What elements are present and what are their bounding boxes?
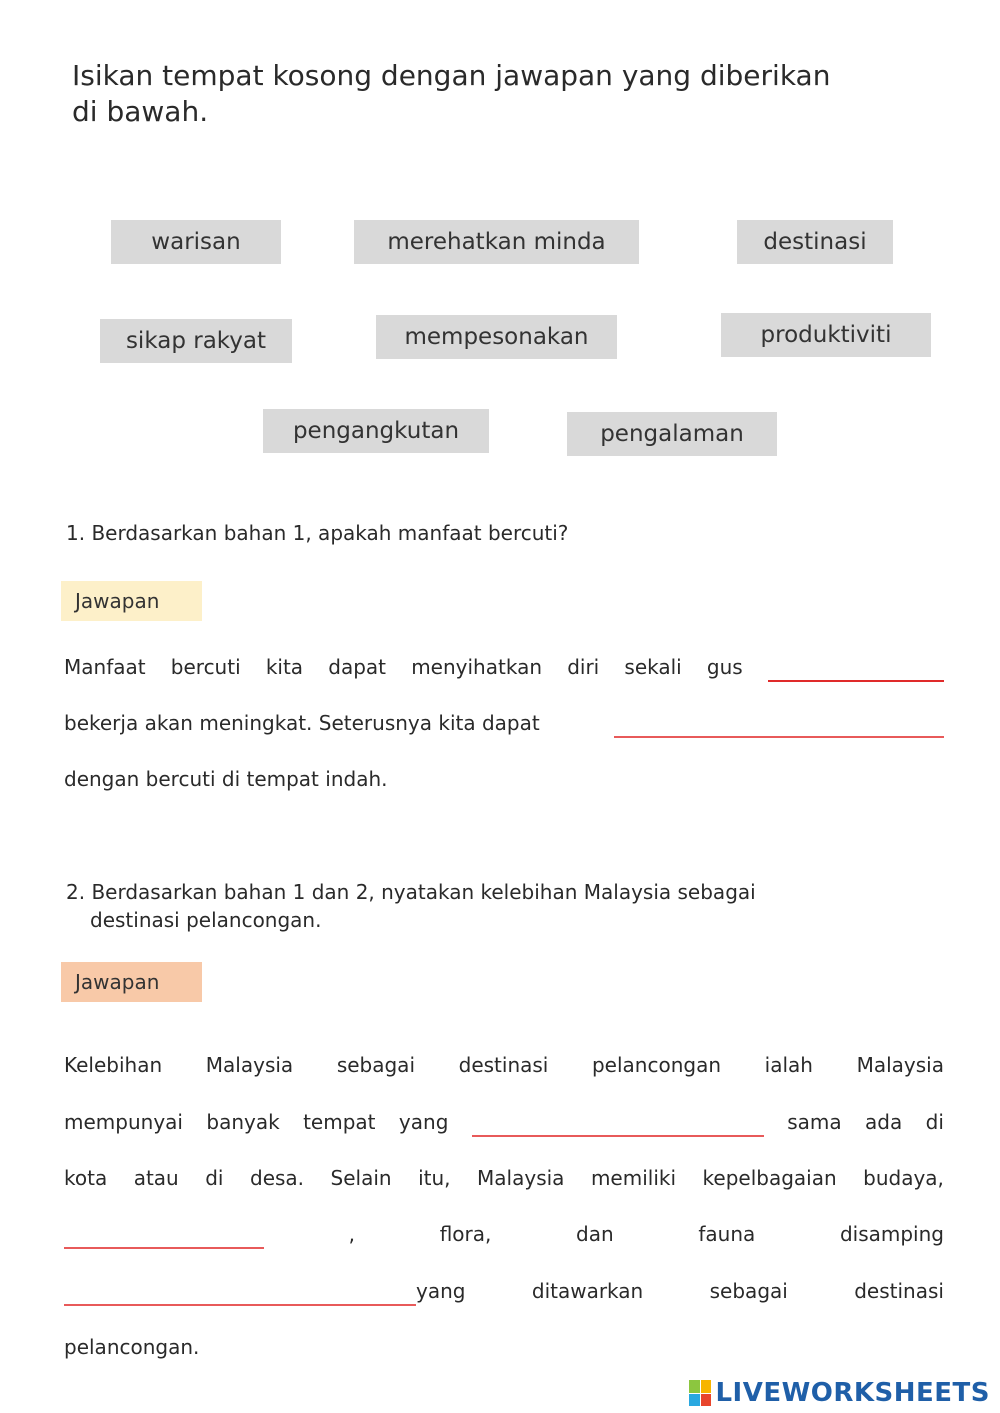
word: ada [865, 1110, 903, 1134]
word: mempunyai [64, 1110, 183, 1134]
comma: , [348, 1222, 356, 1246]
instruction-line-2: di bawah. [72, 95, 209, 128]
word: ialah [764, 1053, 813, 1077]
word: dan [576, 1222, 614, 1246]
word-chip-pengalaman[interactable]: pengalaman [567, 412, 777, 456]
liveworksheets-logo [689, 1378, 990, 1408]
word: kita [265, 655, 304, 679]
q2-line-3 [64, 1163, 944, 1193]
word: diri [567, 655, 600, 679]
word: fauna [698, 1222, 756, 1246]
word: Malaysia [856, 1053, 944, 1077]
word: tempat [303, 1110, 376, 1134]
word: destinasi [854, 1279, 944, 1303]
q1-line-3-text: dengan bercuti di tempat indah. [64, 767, 388, 791]
word: Malaysia [477, 1166, 565, 1190]
word-chip-produktiviti[interactable]: produktiviti [721, 313, 931, 357]
word: sama [787, 1110, 842, 1134]
word: sebagai [336, 1053, 415, 1077]
word: gus [706, 655, 743, 679]
q2-line-6 [64, 1332, 944, 1362]
question-2 [66, 878, 756, 934]
q2-blank-2[interactable] [64, 1229, 264, 1249]
q2-line-5-start [64, 1276, 465, 1306]
word: Selain [330, 1166, 392, 1190]
word: itu, [418, 1166, 451, 1190]
word: yang [416, 1279, 466, 1303]
q1-line-3 [64, 764, 944, 794]
word: ditawarkan [531, 1279, 644, 1303]
word-chip-sikap-rakyat[interactable]: sikap rakyat [100, 319, 292, 363]
word: Kelebihan [64, 1053, 163, 1077]
q2-blank-1[interactable] [472, 1117, 764, 1137]
word: desa. [250, 1166, 305, 1190]
word: atau [133, 1166, 179, 1190]
q2-line-4 [64, 1219, 944, 1249]
word: di [925, 1110, 944, 1134]
word: sebagai [709, 1279, 788, 1303]
word: yang [398, 1110, 449, 1134]
q1-blank-1[interactable] [768, 662, 944, 682]
word-chip-warisan[interactable]: warisan [111, 220, 281, 264]
word-chip-pengangkutan[interactable]: pengangkutan [263, 409, 489, 453]
q2-line-2 [64, 1107, 944, 1137]
word-chip-mempesonakan[interactable]: mempesonakan [376, 315, 617, 359]
word: kota [64, 1166, 108, 1190]
liveworksheets-brand-text: LIVEWORKSHEETS [715, 1378, 990, 1408]
question-2-line-1: 2. Berdasarkan bahan 1 dan 2, nyatakan kelebihan Malaysia sebagai [66, 880, 756, 904]
word: di [205, 1166, 224, 1190]
answer-label-1: Jawapan [61, 581, 202, 621]
q1-blank-2[interactable] [614, 718, 944, 738]
word: pelancongan [591, 1053, 722, 1077]
question-2-line-2: destinasi pelancongan. [90, 908, 322, 932]
word: flora, [439, 1222, 492, 1246]
word: kepelbagaian [702, 1166, 837, 1190]
word: memiliki [590, 1166, 677, 1190]
instruction-line-1: Isikan tempat kosong dengan jawapan yang diberikan [72, 59, 831, 92]
q2-blank-3[interactable] [64, 1286, 416, 1306]
word: dapat [328, 655, 387, 679]
answer-label-2: Jawapan [61, 962, 202, 1002]
q1-line-2-text: bekerja akan meningkat. Seterusnya kita dapat [64, 711, 540, 735]
liveworksheets-logo-icon [689, 1380, 711, 1406]
q2-line-5 [64, 1276, 944, 1306]
word: destinasi [458, 1053, 549, 1077]
word: budaya, [863, 1166, 944, 1190]
question-1: 1. Berdasarkan bahan 1, apakah manfaat bercuti? [66, 521, 569, 545]
q2-line-6-text: pelancongan. [64, 1335, 200, 1359]
q1-line-2 [64, 708, 944, 738]
word-chip-merehatkan-minda[interactable]: merehatkan minda [354, 220, 639, 264]
word: bercuti [170, 655, 241, 679]
word: Malaysia [205, 1053, 294, 1077]
word: disamping [839, 1222, 944, 1246]
word: menyihatkan [411, 655, 542, 679]
word-chip-destinasi[interactable]: destinasi [737, 220, 893, 264]
word: sekali [624, 655, 682, 679]
word: banyak [206, 1110, 280, 1134]
q2-line-1 [64, 1050, 944, 1080]
q1-line-1 [64, 652, 944, 682]
instruction [72, 58, 932, 130]
word: Manfaat [64, 655, 146, 679]
